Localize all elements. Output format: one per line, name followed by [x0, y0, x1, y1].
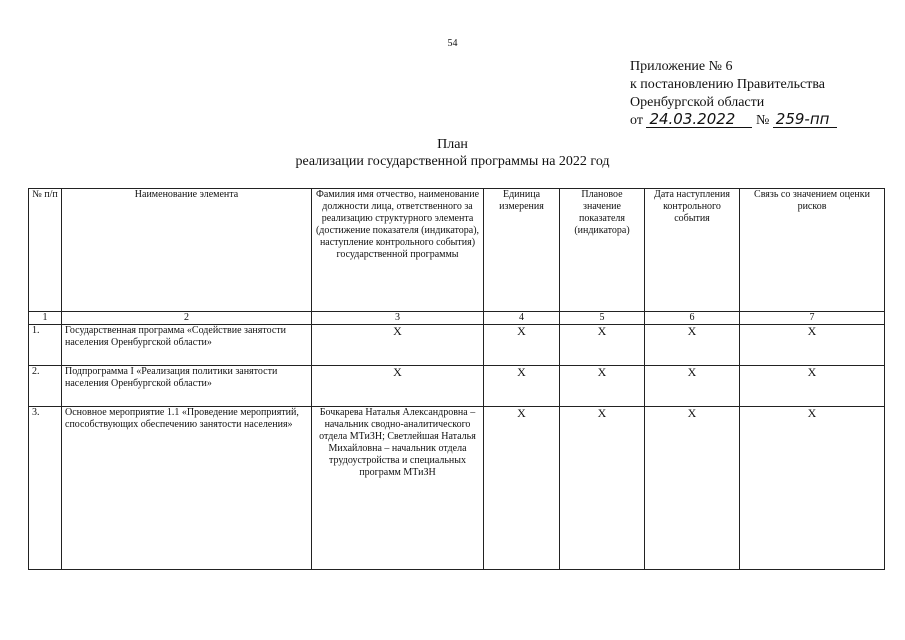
row-num: 3.: [29, 407, 62, 570]
appendix-decree-line: к постановлению Правительства: [630, 77, 826, 92]
row-name: Подпрограмма I «Реализация политики занятости населения Оренбургской области»: [62, 366, 312, 407]
appendix-region-line: Оренбургской области: [630, 95, 765, 110]
column-number: 7: [740, 312, 885, 325]
row-name: Основное мероприятие 1.1 «Проведение мероприятий, способствующих обеспечению занятости населения»: [62, 407, 312, 570]
row-name: Государственная программа «Содействие занятости населения Оренбургской области»: [62, 325, 312, 366]
row-plan-value: X: [560, 407, 645, 570]
appendix-title: Приложение № 6: [630, 59, 733, 74]
header-unit: Единица измерения: [484, 189, 560, 312]
header-date: Дата наступления контрольного события: [645, 189, 740, 312]
row-responsible: X: [312, 366, 484, 407]
row-risk: X: [740, 366, 885, 407]
row-unit: X: [484, 366, 560, 407]
appendix-block: [630, 58, 837, 130]
table-row: [29, 366, 885, 407]
column-number-row: [29, 312, 885, 325]
row-risk: X: [740, 407, 885, 570]
page-number: 54: [447, 38, 458, 49]
column-number: 3: [312, 312, 484, 325]
handwritten-number: 259-пп: [773, 112, 837, 128]
from-label: от: [630, 113, 643, 128]
row-responsible: Бочкарева Наталья Александровна – начальник сводно-аналитического отдела МТиЗН; Светлейшая Наталья Михайловна – начальник отдела трудоустройства и специальных программ МТиЗН: [312, 407, 484, 570]
title-main: План: [437, 137, 468, 152]
row-num: 1.: [29, 325, 62, 366]
header-plan-value: Плановое значение показателя (индикатора): [560, 189, 645, 312]
header-row: [29, 189, 885, 312]
column-number: 4: [484, 312, 560, 325]
table-row: [29, 325, 885, 366]
row-date: X: [645, 366, 740, 407]
row-unit: X: [484, 407, 560, 570]
column-number: 1: [29, 312, 62, 325]
header-responsible: Фамилия имя отчество, наименование должности лица, ответственного за реализацию структурного элемента (достижение показателя (индикатора), наступление контрольного события) государственной программы: [312, 189, 484, 312]
column-number: 5: [560, 312, 645, 325]
plan-table: [28, 188, 885, 570]
appendix-date-line: [630, 112, 837, 130]
handwritten-date: 24.03.2022: [646, 112, 752, 128]
row-unit: X: [484, 325, 560, 366]
row-risk: X: [740, 325, 885, 366]
table-row: [29, 407, 885, 570]
row-plan-value: X: [560, 325, 645, 366]
column-number: 2: [62, 312, 312, 325]
header-risk: Связь со значением оценки рисков: [740, 189, 885, 312]
header-num: № п/п: [29, 189, 62, 312]
document-title: [0, 136, 905, 170]
row-date: X: [645, 325, 740, 366]
header-name: Наименование элемента: [62, 189, 312, 312]
column-number: 6: [645, 312, 740, 325]
row-responsible: X: [312, 325, 484, 366]
number-label: №: [755, 113, 770, 128]
title-sub: реализации государственной программы на 2022 год: [295, 154, 610, 169]
row-date: X: [645, 407, 740, 570]
row-num: 2.: [29, 366, 62, 407]
row-plan-value: X: [560, 366, 645, 407]
